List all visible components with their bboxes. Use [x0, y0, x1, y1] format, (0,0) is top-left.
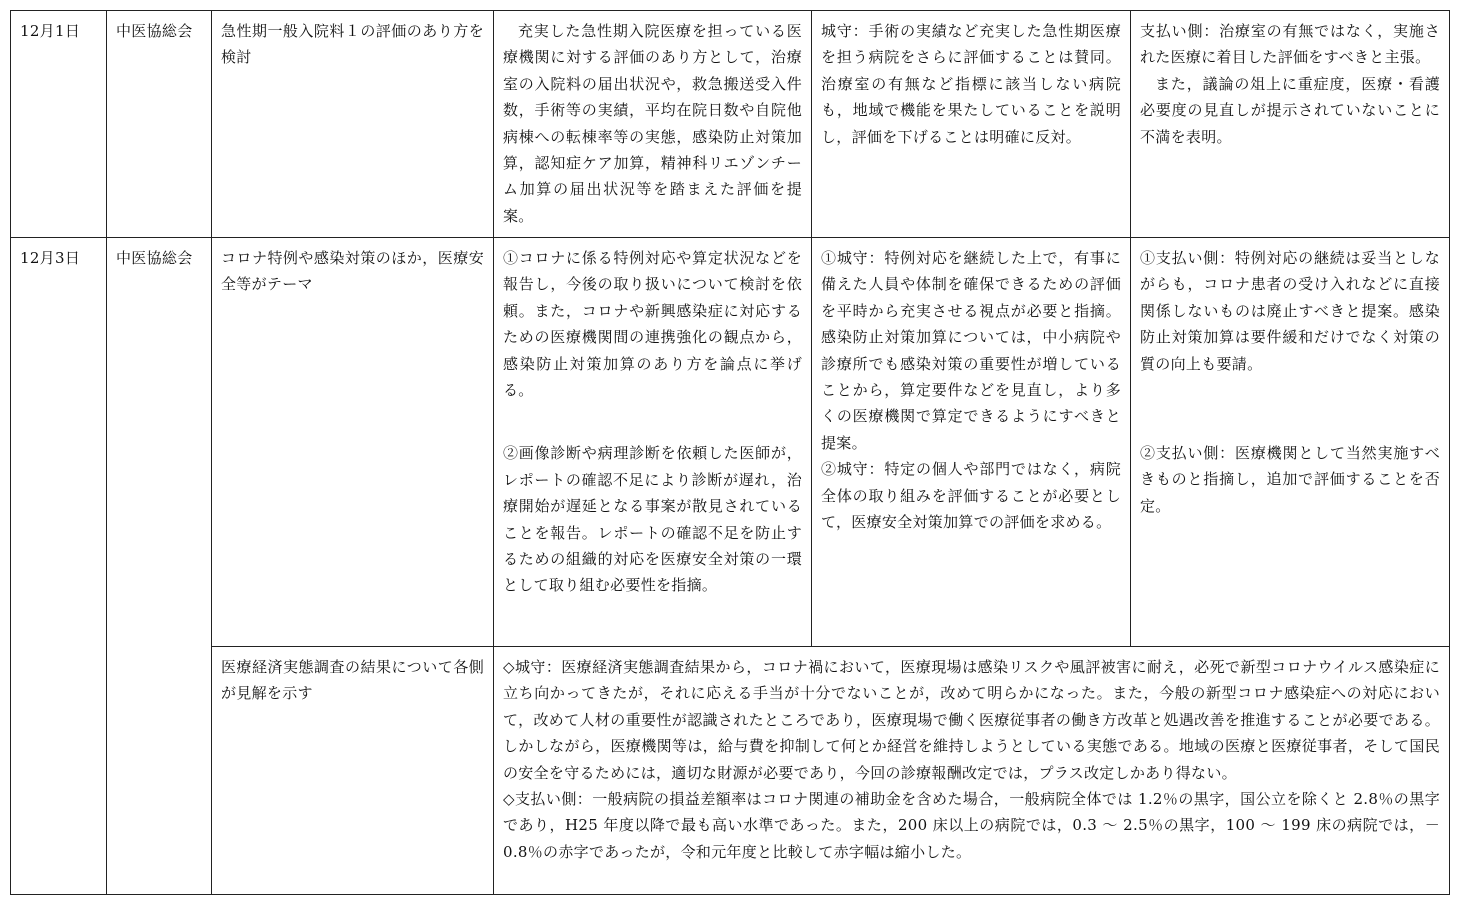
- payer-paragraph: ①支払い側：特例対応の継続は妥当としながらも，コロナ患者の受け入れなどに直接関係しないものは廃止すべきと提案。感染防止対策加算は要件緩和だけでなく対策の質の向上も要請。: [1140, 249, 1440, 373]
- table-row: [11, 11, 1450, 238]
- ministry-paragraph: 充実した急性期入院医療を担っている医療機関に対する評価のあり方として，治療室の入院料の届出状況や，救急搬送受入件数，手術等の実績，平均在院日数や自院他病棟への転棟率等の実態，感染防止対策加算，認知症ケア加算，精神科リエゾンチーム加算の届出状況等を踏まえた評価を提案。: [503, 22, 802, 225]
- payer-cell: [1131, 238, 1450, 647]
- provider-paragraph: ②城守：特定の個人や部門ではなく，病院全体の取り組みを評価することが必要として，医療安全対策加算での評価を求める。: [821, 460, 1121, 532]
- date-cell: 12月3日: [11, 238, 107, 895]
- ministry-cell: [494, 238, 812, 647]
- minutes-table: [10, 10, 1450, 895]
- payer-paragraph: ②支払い側：医療機関として当然実施すべきものと指摘し，追加で評価することを否定。: [1140, 444, 1440, 515]
- ministry-paragraph: ②画像診断や病理診断を依頼した医師が，レポートの確認不足により診断が遅れ，治療開始が遅延となる事案が散見されていることを報告。レポートの確認不足を防止するための組織的対応を医療安全対策の一環として取り組む必要性を指摘。: [503, 444, 802, 595]
- provider-cell: [812, 11, 1131, 238]
- topic-cell: 急性期一般入院料１の評価のあり方を検討: [212, 11, 494, 238]
- table-row: [11, 647, 1450, 895]
- paragraph-gap: [1140, 377, 1440, 440]
- topic-cell: コロナ特例や感染対策のほか，医療安全等がテーマ: [212, 238, 494, 647]
- payer-paragraph: 支払い側：治療室の有無ではなく，実施された医療に着目した評価をすべきと主張。: [1140, 22, 1440, 67]
- topic-cell: 医療経済実態調査の結果について各側が見解を示す: [212, 647, 494, 895]
- statement-paragraph: ◇城守：医療経済実態調査結果から，コロナ禍において，医療現場は感染リスクや風評被害に耐え，必死で新型コロナウイルス感染症に立ち向かってきたが，それに応える手当が十分でないことが，改めて明らかになった。また，今般の新型コロナ感染症への対応において，改めて人材の重要性が認識されたところであり，医療現場で働く医療従事者の働き方改革と処遇改善を推進することが必要である。しかしながら，医療機関等は，給与費を抑制して何とか経営を維持しようとしている実態である。地域の医療と医療従事者，そして国民の安全を守るためには，適切な財源が必要であり，今回の診療報酬改定では，プラス改定しかあり得ない。: [503, 658, 1440, 782]
- ministry-paragraph: ①コロナに係る特例対応や算定状況などを報告し，今後の取り扱いについて検討を依頼。また，コロナや新興感染症に対応するための医療機関間の連携強化の観点から，感染防止対策加算のあり方を論点に挙げる。: [503, 249, 802, 400]
- ministry-cell: [494, 11, 812, 238]
- meeting-cell: 中医協総会: [107, 11, 212, 238]
- provider-paragraph: 城守：手術の実績など充実した急性期医療を担う病院をさらに評価することは賛同。治療室の有無など指標に該当しない病院も，地域で機能を果たしていることを説明し，評価を下げることは明確に反対。: [821, 22, 1121, 146]
- meeting-cell: 中医協総会: [107, 238, 212, 895]
- table-row: [11, 238, 1450, 647]
- statement-cell: [494, 647, 1450, 895]
- provider-cell: [812, 238, 1131, 647]
- paragraph-gap: [503, 403, 802, 440]
- statement-paragraph: ◇支払い側：一般病院の損益差額率はコロナ関連の補助金を含めた場合，一般病院全体では 1.2％の黒字，国公立を除くと 2.8％の黒字であり，H25 年度以降で最も高い水準であった。また，200 床以上の病院では，0.3 ～ 2.5％の黒字，100 ～ 199 床の病院では，－ 0.8％の赤字であったが，令和元年度と比較して赤字幅は縮小した。: [503, 790, 1440, 861]
- date-cell: 12月1日: [11, 11, 107, 238]
- provider-paragraph: ①城守：特例対応を継続した上で，有事に備えた人員や体制を確保できるための評価を平時から充実させる視点が必要と指摘。感染防止対策加算については，中小病院や診療所でも感染対策の重要性が増していることから，算定要件などを見直し，より多くの医療機関で算定できるようにすべきと提案。: [821, 249, 1121, 452]
- payer-paragraph: また，議論の俎上に重症度，医療・看護必要度の見直しが提示されていないことに不満を表明。: [1140, 74, 1440, 146]
- payer-cell: [1131, 11, 1450, 238]
